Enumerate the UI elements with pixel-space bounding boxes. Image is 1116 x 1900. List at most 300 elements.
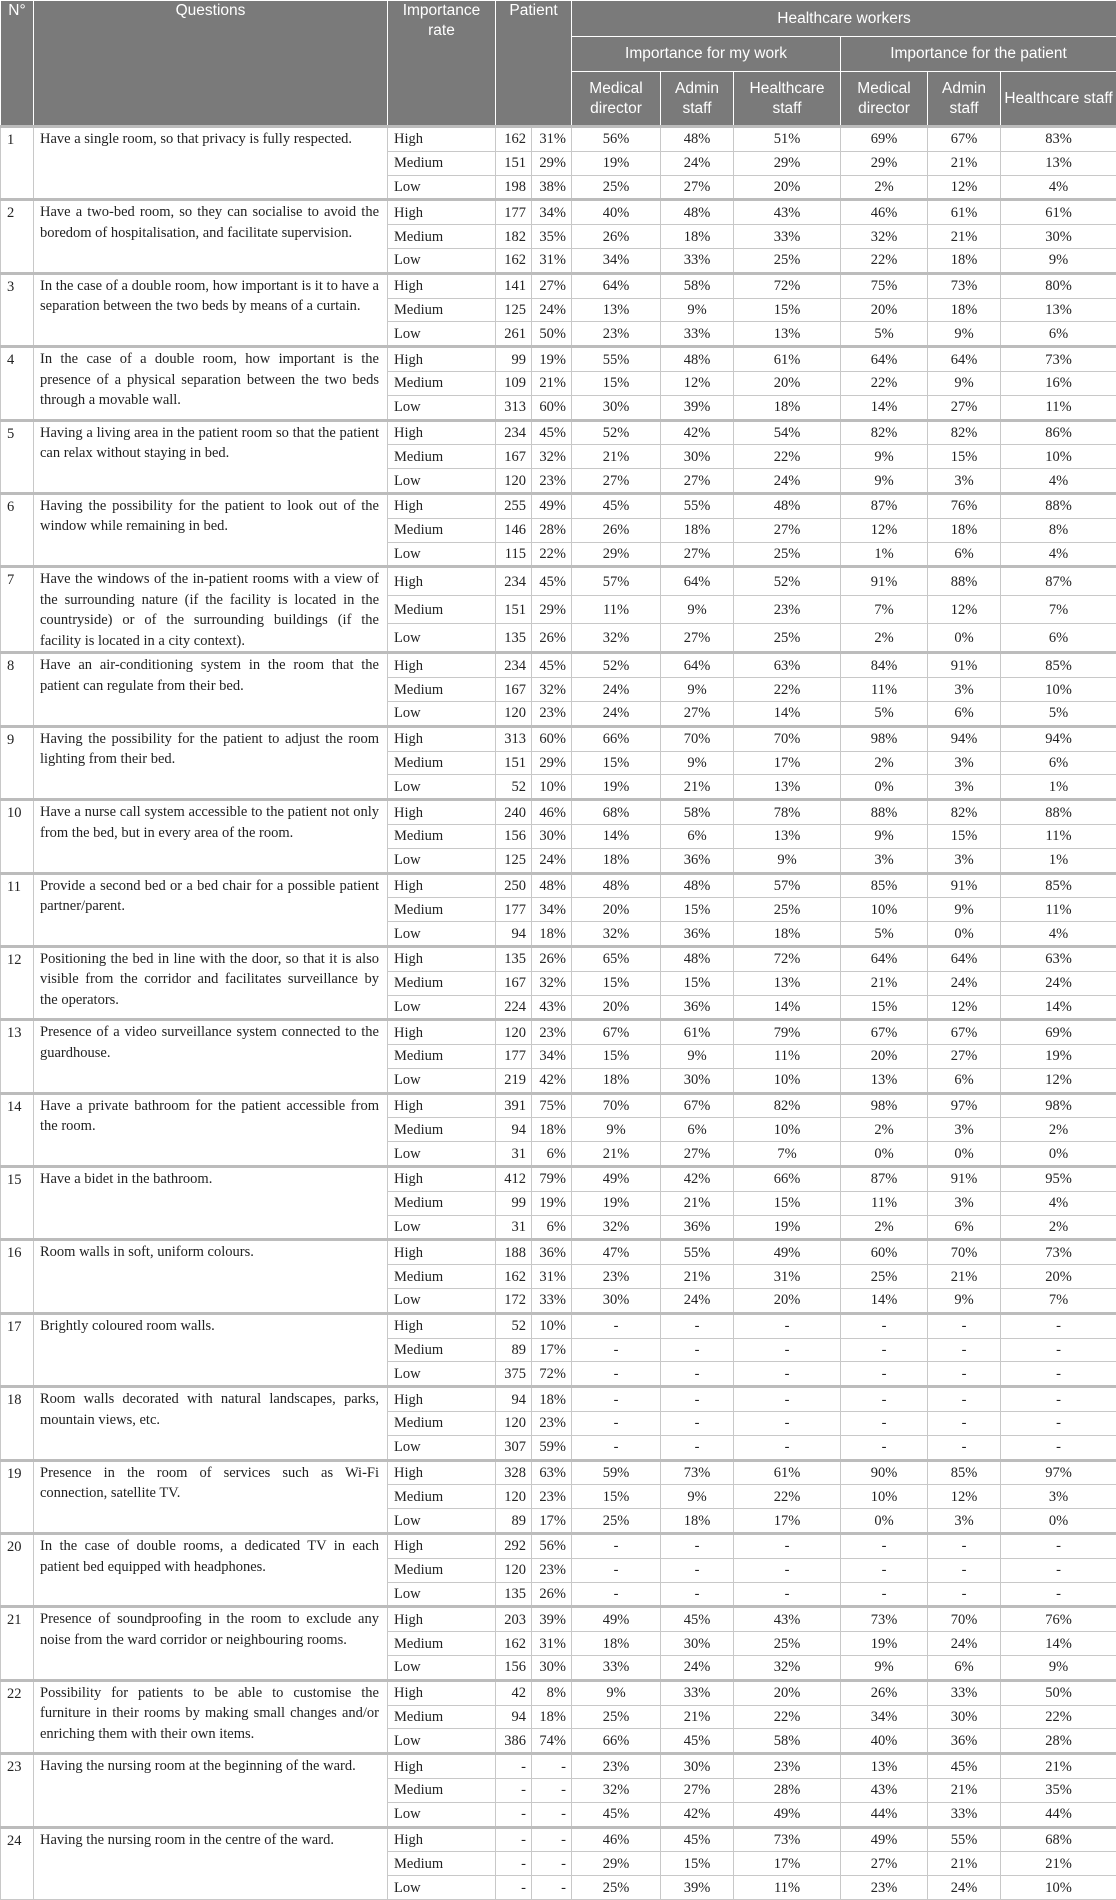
my-work-admin-staff-value: 24% xyxy=(661,1656,734,1681)
patient-count: 391 xyxy=(496,1093,532,1118)
my-work-admin-staff-value: 48% xyxy=(661,200,734,225)
patient-count: 261 xyxy=(496,322,532,347)
question-number: 11 xyxy=(1,873,34,946)
patient-healthcare-staff-value: 88% xyxy=(1001,493,1116,518)
patient-percent: 24% xyxy=(532,848,572,873)
patient-medical-director-value: 0% xyxy=(841,1509,928,1534)
patient-percent: 23% xyxy=(532,1485,572,1509)
my-work-admin-staff-value: - xyxy=(661,1558,734,1582)
patient-count: 31 xyxy=(496,1215,532,1240)
patient-healthcare-staff-value: 28% xyxy=(1001,1729,1116,1754)
importance-level: Low xyxy=(388,248,496,273)
patient-healthcare-staff-value: 97% xyxy=(1001,1460,1116,1485)
my-work-healthcare-staff-value: 22% xyxy=(734,678,841,702)
question-number: 7 xyxy=(1,567,34,653)
my-work-medical-director-value: 18% xyxy=(572,1068,661,1093)
patient-count: 94 xyxy=(496,922,532,947)
patient-healthcare-staff-value: 1% xyxy=(1001,775,1116,800)
patient-count: 52 xyxy=(496,775,532,800)
my-work-admin-staff-value: 15% xyxy=(661,971,734,995)
patient-medical-director-value: 98% xyxy=(841,1093,928,1118)
patient-count: 115 xyxy=(496,542,532,567)
patient-medical-director-value: - xyxy=(841,1435,928,1460)
patient-percent: 32% xyxy=(532,678,572,702)
question-number: 5 xyxy=(1,420,34,493)
patient-medical-director-value: 11% xyxy=(841,678,928,702)
my-work-healthcare-staff-value: 43% xyxy=(734,200,841,225)
patient-percent: 31% xyxy=(532,248,572,273)
patient-count: 203 xyxy=(496,1607,532,1632)
my-work-medical-director-value: 20% xyxy=(572,995,661,1020)
patient-admin-staff-value: 21% xyxy=(928,1779,1001,1803)
my-work-medical-director-value: 55% xyxy=(572,347,661,372)
table-row xyxy=(1,127,1116,152)
my-work-admin-staff-value: 45% xyxy=(661,1827,734,1852)
patient-healthcare-staff-value: 2% xyxy=(1001,1215,1116,1240)
patient-medical-director-value: 23% xyxy=(841,1876,928,1900)
patient-percent: 10% xyxy=(532,1313,572,1338)
my-work-medical-director-value: 21% xyxy=(572,1142,661,1167)
importance-level: High xyxy=(388,1827,496,1852)
patient-count: 219 xyxy=(496,1068,532,1093)
patient-healthcare-staff-value: 30% xyxy=(1001,225,1116,249)
table-row xyxy=(1,1534,1116,1559)
patient-healthcare-staff-value: 11% xyxy=(1001,824,1116,848)
importance-level: Medium xyxy=(388,751,496,775)
patient-healthcare-staff-value: 69% xyxy=(1001,1020,1116,1045)
patient-count: 234 xyxy=(496,653,532,678)
patient-healthcare-staff-value: 7% xyxy=(1001,1289,1116,1314)
patient-healthcare-staff-value: - xyxy=(1001,1387,1116,1412)
my-work-medical-director-value: 15% xyxy=(572,1045,661,1069)
patient-admin-staff-value: 12% xyxy=(928,175,1001,200)
my-work-medical-director-value: 19% xyxy=(572,775,661,800)
importance-level: High xyxy=(388,127,496,152)
my-work-healthcare-staff-value: 10% xyxy=(734,1118,841,1142)
patient-healthcare-staff-value: - xyxy=(1001,1534,1116,1559)
my-work-medical-director-value: 15% xyxy=(572,1485,661,1509)
patient-admin-staff-value: 0% xyxy=(928,922,1001,947)
table-row xyxy=(1,1240,1116,1265)
my-work-healthcare-staff-value: - xyxy=(734,1338,841,1362)
patient-admin-staff-value: - xyxy=(928,1387,1001,1412)
my-work-medical-director-value: 30% xyxy=(572,1289,661,1314)
header-role-medical-director: Medical director xyxy=(841,72,928,127)
patient-medical-director-value: 15% xyxy=(841,995,928,1020)
question-text: Having the nursing room at the beginning of the ward. xyxy=(34,1754,388,1827)
importance-level: High xyxy=(388,1093,496,1118)
patient-count: 240 xyxy=(496,800,532,825)
importance-level: Low xyxy=(388,1802,496,1827)
patient-percent: 18% xyxy=(532,922,572,947)
importance-level: Low xyxy=(388,624,496,653)
question-text: Presence of a video surveillance system connected to the guardhouse. xyxy=(34,1020,388,1093)
my-work-healthcare-staff-value: 79% xyxy=(734,1020,841,1045)
question-number: 10 xyxy=(1,800,34,873)
patient-healthcare-staff-value: 80% xyxy=(1001,273,1116,298)
patient-medical-director-value: - xyxy=(841,1582,928,1607)
patient-percent: 23% xyxy=(532,469,572,494)
patient-medical-director-value: 2% xyxy=(841,1215,928,1240)
patient-count: 42 xyxy=(496,1680,532,1705)
my-work-healthcare-staff-value: 14% xyxy=(734,995,841,1020)
patient-admin-staff-value: 3% xyxy=(928,848,1001,873)
patient-count: 109 xyxy=(496,371,532,395)
my-work-healthcare-staff-value: 48% xyxy=(734,493,841,518)
patient-medical-director-value: 49% xyxy=(841,1827,928,1852)
patient-count: 146 xyxy=(496,518,532,542)
importance-level: High xyxy=(388,1460,496,1485)
my-work-medical-director-value: 11% xyxy=(572,596,661,624)
patient-admin-staff-value: 45% xyxy=(928,1754,1001,1779)
patient-admin-staff-value: 33% xyxy=(928,1802,1001,1827)
patient-count: 125 xyxy=(496,298,532,322)
table-row xyxy=(1,946,1116,971)
importance-level: Medium xyxy=(388,1485,496,1509)
my-work-healthcare-staff-value: 61% xyxy=(734,1460,841,1485)
patient-percent: 31% xyxy=(532,1265,572,1289)
my-work-healthcare-staff-value: 20% xyxy=(734,175,841,200)
header-importance-for-my-work: Importance for my work xyxy=(572,37,841,72)
my-work-healthcare-staff-value: 52% xyxy=(734,567,841,596)
my-work-healthcare-staff-value: 27% xyxy=(734,518,841,542)
my-work-admin-staff-value: 24% xyxy=(661,151,734,175)
importance-level: High xyxy=(388,420,496,445)
patient-healthcare-staff-value: 85% xyxy=(1001,873,1116,898)
question-text: Brightly coloured room walls. xyxy=(34,1313,388,1386)
my-work-admin-staff-value: - xyxy=(661,1412,734,1436)
patient-admin-staff-value: 21% xyxy=(928,1852,1001,1876)
my-work-healthcare-staff-value: 32% xyxy=(734,1656,841,1681)
my-work-medical-director-value: 25% xyxy=(572,1876,661,1900)
importance-level: Medium xyxy=(388,371,496,395)
my-work-admin-staff-value: - xyxy=(661,1435,734,1460)
my-work-medical-director-value: 15% xyxy=(572,371,661,395)
my-work-medical-director-value: 32% xyxy=(572,624,661,653)
my-work-medical-director-value: 49% xyxy=(572,1167,661,1192)
patient-healthcare-staff-value: 10% xyxy=(1001,678,1116,702)
question-text: Having the nursing room in the centre of the ward. xyxy=(34,1827,388,1899)
patient-medical-director-value: 82% xyxy=(841,420,928,445)
my-work-healthcare-staff-value: 22% xyxy=(734,445,841,469)
patient-percent: 21% xyxy=(532,371,572,395)
patient-percent: 56% xyxy=(532,1534,572,1559)
patient-count: 120 xyxy=(496,1485,532,1509)
patient-percent: 63% xyxy=(532,1460,572,1485)
patient-percent: 8% xyxy=(532,1680,572,1705)
patient-percent: 26% xyxy=(532,624,572,653)
my-work-admin-staff-value: 55% xyxy=(661,1240,734,1265)
patient-percent: 23% xyxy=(532,1558,572,1582)
my-work-admin-staff-value: - xyxy=(661,1582,734,1607)
patient-admin-staff-value: 6% xyxy=(928,542,1001,567)
table-row xyxy=(1,800,1116,825)
my-work-healthcare-staff-value: 18% xyxy=(734,922,841,947)
my-work-healthcare-staff-value: 20% xyxy=(734,1680,841,1705)
importance-level: Low xyxy=(388,1876,496,1900)
question-number: 21 xyxy=(1,1607,34,1680)
patient-healthcare-staff-value: 95% xyxy=(1001,1167,1116,1192)
patient-medical-director-value: 75% xyxy=(841,273,928,298)
my-work-medical-director-value: 70% xyxy=(572,1093,661,1118)
my-work-healthcare-staff-value: 25% xyxy=(734,624,841,653)
patient-admin-staff-value: 30% xyxy=(928,1705,1001,1729)
patient-medical-director-value: 44% xyxy=(841,1802,928,1827)
my-work-admin-staff-value: 18% xyxy=(661,225,734,249)
importance-level: Low xyxy=(388,995,496,1020)
patient-admin-staff-value: 24% xyxy=(928,1632,1001,1656)
patient-percent: - xyxy=(532,1827,572,1852)
patient-count: 162 xyxy=(496,248,532,273)
my-work-admin-staff-value: 15% xyxy=(661,1852,734,1876)
patient-healthcare-staff-value: 22% xyxy=(1001,1705,1116,1729)
question-text: Having a living area in the patient room so that the patient can relax without staying in bed. xyxy=(34,420,388,493)
patient-medical-director-value: 19% xyxy=(841,1632,928,1656)
patient-count: 198 xyxy=(496,175,532,200)
my-work-medical-director-value: 9% xyxy=(572,1118,661,1142)
patient-healthcare-staff-value: 9% xyxy=(1001,1656,1116,1681)
patient-count: 162 xyxy=(496,1632,532,1656)
patient-percent: 24% xyxy=(532,298,572,322)
my-work-medical-director-value: 19% xyxy=(572,1191,661,1215)
patient-admin-staff-value: - xyxy=(928,1558,1001,1582)
importance-level: Low xyxy=(388,1435,496,1460)
importance-level: Low xyxy=(388,775,496,800)
my-work-admin-staff-value: 70% xyxy=(661,726,734,751)
patient-healthcare-staff-value: - xyxy=(1001,1558,1116,1582)
patient-medical-director-value: - xyxy=(841,1313,928,1338)
my-work-healthcare-staff-value: 20% xyxy=(734,1289,841,1314)
question-text: Having the possibility for the patient to adjust the room lighting from their bed. xyxy=(34,726,388,799)
patient-healthcare-staff-value: 85% xyxy=(1001,653,1116,678)
patient-admin-staff-value: 0% xyxy=(928,624,1001,653)
my-work-admin-staff-value: 9% xyxy=(661,596,734,624)
patient-percent: 27% xyxy=(532,273,572,298)
patient-admin-staff-value: 82% xyxy=(928,420,1001,445)
my-work-medical-director-value: 20% xyxy=(572,898,661,922)
patient-count: 234 xyxy=(496,420,532,445)
patient-healthcare-staff-value: 10% xyxy=(1001,445,1116,469)
my-work-medical-director-value: - xyxy=(572,1313,661,1338)
importance-level: Low xyxy=(388,922,496,947)
my-work-admin-staff-value: 45% xyxy=(661,1607,734,1632)
importance-level: Medium xyxy=(388,225,496,249)
my-work-healthcare-staff-value: 17% xyxy=(734,1509,841,1534)
my-work-medical-director-value: 23% xyxy=(572,322,661,347)
patient-admin-staff-value: 9% xyxy=(928,322,1001,347)
question-text: Have the windows of the in-patient rooms with a view of the surrounding nature (if the facility is located in the countryside) or of the surrounding buildings (if the facility is located in a city context). xyxy=(34,567,388,653)
patient-count: - xyxy=(496,1852,532,1876)
patient-admin-staff-value: 3% xyxy=(928,775,1001,800)
patient-admin-staff-value: 21% xyxy=(928,1265,1001,1289)
my-work-healthcare-staff-value: 23% xyxy=(734,1754,841,1779)
my-work-admin-staff-value: 33% xyxy=(661,322,734,347)
my-work-healthcare-staff-value: 58% xyxy=(734,1729,841,1754)
my-work-healthcare-staff-value: 25% xyxy=(734,898,841,922)
my-work-healthcare-staff-value: - xyxy=(734,1412,841,1436)
patient-percent: 30% xyxy=(532,824,572,848)
patient-medical-director-value: - xyxy=(841,1412,928,1436)
my-work-admin-staff-value: 21% xyxy=(661,1265,734,1289)
patient-percent: 50% xyxy=(532,322,572,347)
my-work-medical-director-value: 18% xyxy=(572,1632,661,1656)
patient-percent: 74% xyxy=(532,1729,572,1754)
patient-medical-director-value: 2% xyxy=(841,624,928,653)
question-number: 14 xyxy=(1,1093,34,1166)
my-work-admin-staff-value: 58% xyxy=(661,273,734,298)
patient-medical-director-value: 2% xyxy=(841,1118,928,1142)
importance-level: High xyxy=(388,946,496,971)
patient-count: 255 xyxy=(496,493,532,518)
patient-admin-staff-value: 3% xyxy=(928,751,1001,775)
patient-medical-director-value: - xyxy=(841,1558,928,1582)
patient-healthcare-staff-value: 87% xyxy=(1001,567,1116,596)
my-work-medical-director-value: 34% xyxy=(572,248,661,273)
patient-count: 94 xyxy=(496,1118,532,1142)
patient-percent: 49% xyxy=(532,493,572,518)
my-work-medical-director-value: 30% xyxy=(572,395,661,420)
patient-percent: 33% xyxy=(532,1289,572,1314)
patient-medical-director-value: 98% xyxy=(841,726,928,751)
patient-percent: 32% xyxy=(532,445,572,469)
patient-medical-director-value: - xyxy=(841,1534,928,1559)
my-work-healthcare-staff-value: 19% xyxy=(734,1215,841,1240)
patient-admin-staff-value: 3% xyxy=(928,678,1001,702)
my-work-admin-staff-value: 36% xyxy=(661,995,734,1020)
patient-count: 292 xyxy=(496,1534,532,1559)
my-work-admin-staff-value: 9% xyxy=(661,1485,734,1509)
patient-count: 313 xyxy=(496,726,532,751)
question-text: Have a private bathroom for the patient accessible from the room. xyxy=(34,1093,388,1166)
my-work-medical-director-value: 18% xyxy=(572,848,661,873)
question-number: 20 xyxy=(1,1534,34,1607)
patient-percent: 59% xyxy=(532,1435,572,1460)
my-work-admin-staff-value: 48% xyxy=(661,347,734,372)
patient-healthcare-staff-value: 4% xyxy=(1001,542,1116,567)
question-number: 1 xyxy=(1,127,34,200)
patient-admin-staff-value: 12% xyxy=(928,1485,1001,1509)
patient-percent: 10% xyxy=(532,775,572,800)
my-work-healthcare-staff-value: 22% xyxy=(734,1485,841,1509)
my-work-medical-director-value: 14% xyxy=(572,824,661,848)
my-work-healthcare-staff-value: 15% xyxy=(734,1191,841,1215)
patient-percent: 60% xyxy=(532,395,572,420)
my-work-healthcare-staff-value: 20% xyxy=(734,371,841,395)
patient-medical-director-value: - xyxy=(841,1387,928,1412)
patient-admin-staff-value: 6% xyxy=(928,1656,1001,1681)
patient-admin-staff-value: 88% xyxy=(928,567,1001,596)
my-work-medical-director-value: 32% xyxy=(572,1779,661,1803)
my-work-medical-director-value: 27% xyxy=(572,469,661,494)
patient-admin-staff-value: 9% xyxy=(928,898,1001,922)
my-work-medical-director-value: 59% xyxy=(572,1460,661,1485)
importance-level: High xyxy=(388,567,496,596)
my-work-admin-staff-value: 21% xyxy=(661,1191,734,1215)
patient-count: - xyxy=(496,1802,532,1827)
patient-admin-staff-value: - xyxy=(928,1435,1001,1460)
patient-healthcare-staff-value: 2% xyxy=(1001,1118,1116,1142)
my-work-admin-staff-value: 21% xyxy=(661,1705,734,1729)
patient-healthcare-staff-value: 8% xyxy=(1001,518,1116,542)
my-work-medical-director-value: 47% xyxy=(572,1240,661,1265)
patient-medical-director-value: 20% xyxy=(841,1045,928,1069)
importance-level: High xyxy=(388,873,496,898)
question-text: Have a nurse call system accessible to the patient not only from the bed, but in every area of the room. xyxy=(34,800,388,873)
question-text: Presence of soundproofing in the room to exclude any noise from the ward corridor or neighbouring rooms. xyxy=(34,1607,388,1680)
question-text: Have a bidet in the bathroom. xyxy=(34,1167,388,1240)
patient-count: 120 xyxy=(496,1020,532,1045)
patient-percent: 30% xyxy=(532,1656,572,1681)
patient-count: 177 xyxy=(496,200,532,225)
importance-level: Low xyxy=(388,1142,496,1167)
importance-level: Low xyxy=(388,542,496,567)
my-work-medical-director-value: 33% xyxy=(572,1656,661,1681)
my-work-admin-staff-value: 42% xyxy=(661,420,734,445)
patient-healthcare-staff-value: 0% xyxy=(1001,1509,1116,1534)
patient-percent: 29% xyxy=(532,151,572,175)
question-text: Positioning the bed in line with the door, so that it is also visible from the corridor and facilitates surveillance by the operators. xyxy=(34,946,388,1019)
my-work-admin-staff-value: 42% xyxy=(661,1167,734,1192)
patient-medical-director-value: 14% xyxy=(841,1289,928,1314)
patient-percent: 60% xyxy=(532,726,572,751)
patient-percent: 43% xyxy=(532,995,572,1020)
patient-percent: 18% xyxy=(532,1387,572,1412)
importance-level: Medium xyxy=(388,298,496,322)
patient-healthcare-staff-value: 94% xyxy=(1001,726,1116,751)
header-importance-rate: Importance rate xyxy=(388,1,496,127)
question-text: In the case of a double room, how important is it to have a separation between the two beds by means of a curtain. xyxy=(34,273,388,346)
my-work-medical-director-value: 52% xyxy=(572,653,661,678)
patient-healthcare-staff-value: 1% xyxy=(1001,848,1116,873)
patient-medical-director-value: 20% xyxy=(841,298,928,322)
my-work-medical-director-value: 65% xyxy=(572,946,661,971)
patient-admin-staff-value: 27% xyxy=(928,1045,1001,1069)
question-number: 3 xyxy=(1,273,34,346)
patient-admin-staff-value: 64% xyxy=(928,946,1001,971)
importance-level: Medium xyxy=(388,518,496,542)
question-text: Having the possibility for the patient to look out of the window while remaining in bed. xyxy=(34,493,388,566)
patient-healthcare-staff-value: 4% xyxy=(1001,469,1116,494)
patient-healthcare-staff-value: - xyxy=(1001,1582,1116,1607)
importance-level: Medium xyxy=(388,1045,496,1069)
question-text: In the case of double rooms, a dedicated TV in each patient bed equipped with headphones. xyxy=(34,1534,388,1607)
patient-medical-director-value: 91% xyxy=(841,567,928,596)
patient-count: - xyxy=(496,1754,532,1779)
my-work-admin-staff-value: - xyxy=(661,1387,734,1412)
patient-admin-staff-value: 3% xyxy=(928,1191,1001,1215)
patient-healthcare-staff-value: 19% xyxy=(1001,1045,1116,1069)
patient-healthcare-staff-value: 0% xyxy=(1001,1142,1116,1167)
patient-count: 52 xyxy=(496,1313,532,1338)
patient-percent: 6% xyxy=(532,1142,572,1167)
table-row xyxy=(1,567,1116,596)
patient-medical-director-value: 64% xyxy=(841,946,928,971)
patient-percent: 29% xyxy=(532,751,572,775)
question-number: 13 xyxy=(1,1020,34,1093)
patient-admin-staff-value: 3% xyxy=(928,469,1001,494)
table-row xyxy=(1,1460,1116,1485)
patient-count: 120 xyxy=(496,469,532,494)
patient-medical-director-value: 22% xyxy=(841,248,928,273)
question-number: 12 xyxy=(1,946,34,1019)
importance-level: Medium xyxy=(388,1705,496,1729)
patient-medical-director-value: 12% xyxy=(841,518,928,542)
my-work-healthcare-staff-value: 22% xyxy=(734,1705,841,1729)
my-work-healthcare-staff-value: 7% xyxy=(734,1142,841,1167)
importance-level: High xyxy=(388,493,496,518)
my-work-medical-director-value: 48% xyxy=(572,873,661,898)
patient-admin-staff-value: 70% xyxy=(928,1607,1001,1632)
